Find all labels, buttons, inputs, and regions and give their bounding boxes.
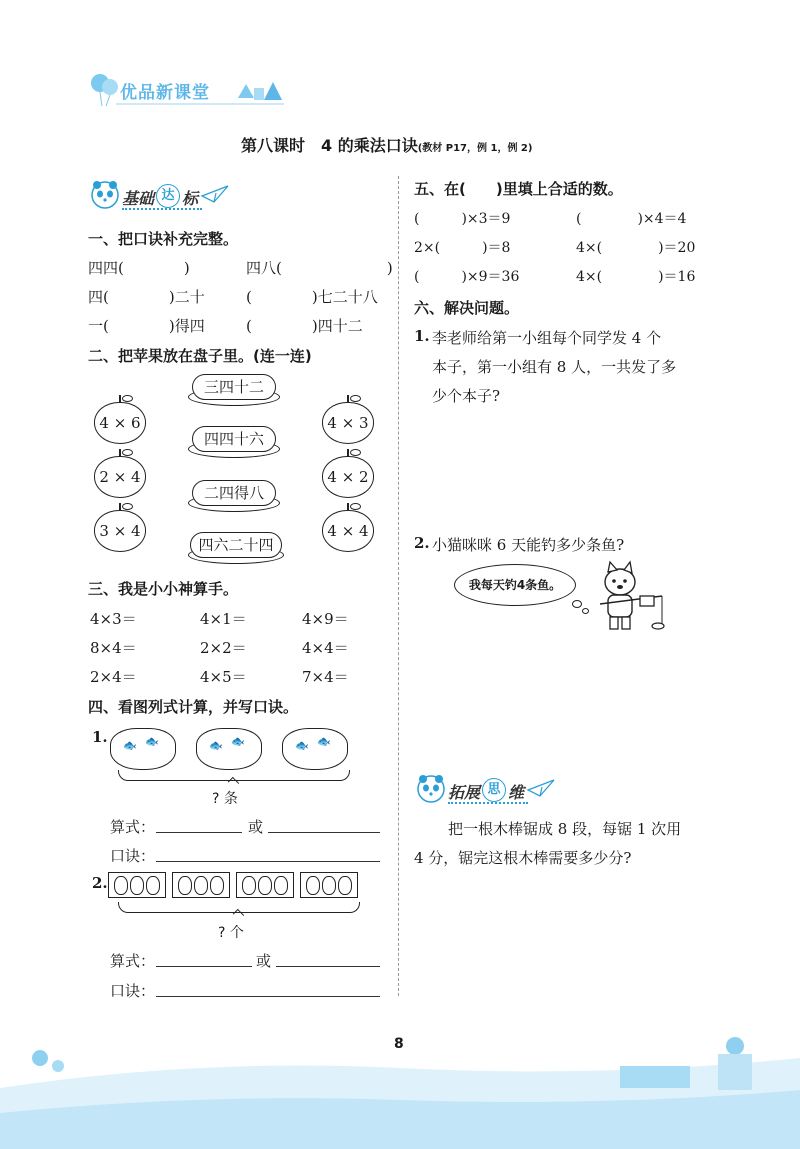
q5-cell: ( )×9＝36 xyxy=(414,269,520,285)
rhyme-blank[interactable] xyxy=(156,861,380,862)
question-6-title: 六、解决问题。 xyxy=(414,299,520,317)
egg xyxy=(130,876,144,895)
plate[interactable]: 四六二十四 xyxy=(190,532,282,558)
egg xyxy=(210,876,224,895)
q3-cell: 7×4＝ xyxy=(302,668,349,686)
lesson-title: 第八课时 4 的乘法口诀 xyxy=(241,136,418,155)
rhyme-label: 口诀： xyxy=(110,847,156,865)
or-label: 或 xyxy=(256,952,272,970)
egg-box xyxy=(172,872,230,898)
page-title xyxy=(241,133,532,156)
plate[interactable]: 三四十二 xyxy=(192,374,276,400)
textbook-reference: (教材 P17，例 1，例 2) xyxy=(417,143,533,154)
column-divider xyxy=(398,176,399,996)
apple-leaf xyxy=(122,449,133,456)
extend-problem-line: 把一根木棒锯成 8 段，每锯 1 次用 xyxy=(448,820,682,838)
egg xyxy=(242,876,256,895)
fish-icon: 🐟 xyxy=(231,735,245,748)
fish-icon: 🐟 xyxy=(209,739,223,752)
speech-bubble-text: 我每天钓4条鱼。 xyxy=(468,578,562,592)
egg xyxy=(178,876,192,895)
formula-label: 算式： xyxy=(110,818,156,836)
plate[interactable]: 四四十六 xyxy=(192,426,276,452)
question-4-title: 四、看图列式计算，并写口诀。 xyxy=(88,698,299,716)
q3-cell: 4×1＝ xyxy=(200,610,247,628)
q5-cell: 4×( )＝20 xyxy=(576,240,696,256)
formula-blank[interactable] xyxy=(276,966,380,967)
formula-blank[interactable] xyxy=(156,966,252,967)
fishbowl xyxy=(110,728,176,770)
apple-leaf xyxy=(350,503,361,510)
paper-plane-icon xyxy=(526,778,556,798)
q4-item-1-unit: ? 条 xyxy=(212,791,238,807)
egg xyxy=(338,876,352,895)
q6-problem-2-text: 小猫咪咪 6 天能钓多少条鱼? xyxy=(432,536,625,554)
formula-label: 算式： xyxy=(110,952,156,970)
egg xyxy=(274,876,288,895)
egg xyxy=(322,876,336,895)
section-badge-basic xyxy=(88,178,238,214)
panda-icon xyxy=(414,772,448,806)
fish-icon: 🐟 xyxy=(123,739,137,752)
apple[interactable]: 4 × 2 xyxy=(322,456,374,498)
q5-cell: ( )×4＝4 xyxy=(576,211,687,227)
panda-icon xyxy=(88,178,122,212)
apple-leaf xyxy=(350,395,361,402)
badge-label-tail: 标 xyxy=(182,189,199,208)
cat-fishing-icon xyxy=(590,560,670,640)
badge-underline xyxy=(122,208,202,210)
extend-problem-line: 4 分，锯完这根木棒需要多少分? xyxy=(414,849,632,867)
page-number: 8 xyxy=(394,1036,404,1052)
bubble-dot xyxy=(582,608,589,614)
q4-item-1-number: 1. xyxy=(92,728,108,746)
apple[interactable]: 3 × 4 xyxy=(94,510,146,552)
q3-cell: 2×4＝ xyxy=(90,668,137,686)
apple-stem xyxy=(119,395,121,403)
question-1-title: 一、把口诀补充完整。 xyxy=(88,230,239,248)
q6-problem-2-number: 2. xyxy=(414,534,430,552)
q6-problem-1-line: 本子，第一小组有 8 人，一共发了多 xyxy=(432,358,677,376)
fishbowl xyxy=(282,728,348,770)
q1-row-2-right: ( )七二十八 xyxy=(246,288,378,306)
apple-stem xyxy=(119,449,121,457)
apple-plate-figure xyxy=(88,370,388,570)
logo-text: 优品新课堂 xyxy=(120,83,210,103)
q6-problem-1-line: 李老师给第一小组每个同学发 4 个 xyxy=(432,329,662,347)
q1-row-3-left: 一( )得四 xyxy=(88,317,205,335)
speech-bubble xyxy=(454,564,576,606)
q3-cell: 8×4＝ xyxy=(90,639,137,657)
or-label: 或 xyxy=(248,818,264,836)
formula-blank[interactable] xyxy=(156,832,242,833)
apple-stem xyxy=(119,503,121,511)
bubble-dot xyxy=(572,600,582,608)
q3-cell: 4×4＝ xyxy=(302,639,349,657)
q5-cell: 2×( )＝8 xyxy=(414,240,511,256)
apple[interactable]: 4 × 6 xyxy=(94,402,146,444)
egg-box xyxy=(108,872,166,898)
apple-leaf xyxy=(350,449,361,456)
apple[interactable]: 4 × 4 xyxy=(322,510,374,552)
q4-item-2-number: 2. xyxy=(92,874,108,892)
egg xyxy=(306,876,320,895)
q6-problem-1-number: 1. xyxy=(414,327,430,345)
apple-leaf xyxy=(122,395,133,402)
badge-underline xyxy=(448,802,528,804)
plate[interactable]: 二四得八 xyxy=(192,480,276,506)
section-badge-extend xyxy=(414,772,564,808)
egg xyxy=(114,876,128,895)
q3-cell: 4×5＝ xyxy=(200,668,247,686)
q3-cell: 4×9＝ xyxy=(302,610,349,628)
question-5-title: 五、在( )里填上合适的数。 xyxy=(414,180,623,198)
fish-icon: 🐟 xyxy=(145,735,159,748)
formula-blank[interactable] xyxy=(268,832,380,833)
q6-problem-1-line: 少个本子? xyxy=(432,387,501,405)
apple-stem xyxy=(347,503,349,511)
badge-label: 拓展 xyxy=(448,783,481,802)
q1-row-1-right: 四八( ) xyxy=(246,259,393,277)
q3-cell: 4×3＝ xyxy=(90,610,137,628)
apple-stem xyxy=(347,449,349,457)
apple-stem xyxy=(347,395,349,403)
paper-plane-icon xyxy=(200,184,230,204)
apple[interactable]: 4 × 3 xyxy=(322,402,374,444)
question-2-title: 二、把苹果放在盘子里。(连一连) xyxy=(88,347,312,365)
q3-cell: 2×2＝ xyxy=(200,639,247,657)
rhyme-blank[interactable] xyxy=(156,996,380,997)
q1-row-3-right: ( )四十二 xyxy=(246,317,363,335)
badge-label-tail: 维 xyxy=(508,783,525,802)
q5-cell: 4×( )＝16 xyxy=(576,269,696,285)
egg-box xyxy=(236,872,294,898)
header-logo xyxy=(88,70,288,110)
q1-row-2-left: 四( )二十 xyxy=(88,288,205,306)
q1-row-1-left: 四四( ) xyxy=(88,259,190,277)
egg xyxy=(194,876,208,895)
q5-cell: ( )×3＝9 xyxy=(414,211,511,227)
badge-circle: 达 xyxy=(156,184,180,208)
apple[interactable]: 2 × 4 xyxy=(94,456,146,498)
badge-label: 基础 xyxy=(122,189,155,208)
question-3-title: 三、我是小小神算手。 xyxy=(88,580,239,598)
egg xyxy=(258,876,272,895)
q4-item-2-unit: ? 个 xyxy=(218,925,244,941)
rhyme-label: 口诀： xyxy=(110,982,156,1000)
egg-box xyxy=(300,872,358,898)
fishbowl xyxy=(196,728,262,770)
egg xyxy=(146,876,160,895)
fish-icon: 🐟 xyxy=(295,739,309,752)
fish-icon: 🐟 xyxy=(317,735,331,748)
apple-leaf xyxy=(122,503,133,510)
badge-circle: 思 xyxy=(482,778,506,802)
